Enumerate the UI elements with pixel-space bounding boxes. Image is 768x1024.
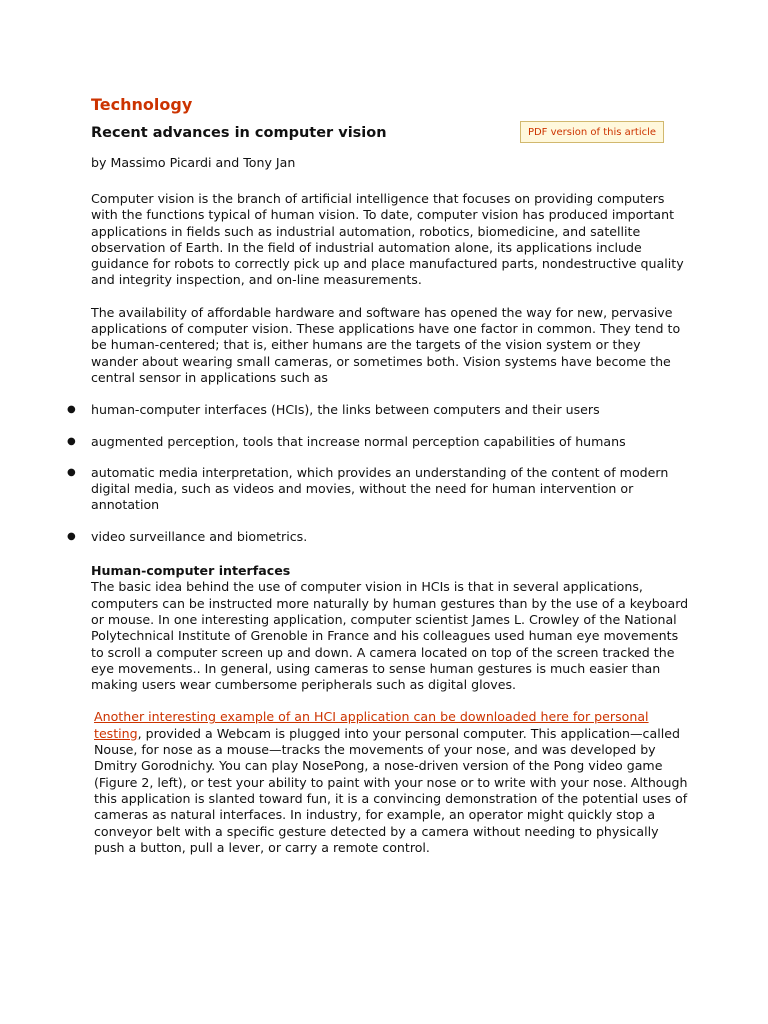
- list-item: [67, 402, 691, 418]
- pdf-version-link[interactable]: PDF version of this article: [520, 121, 664, 143]
- list-item: [67, 464, 691, 514]
- article-title: Recent advances in computer vision: [91, 125, 387, 141]
- article-body: [67, 191, 691, 856]
- section-title: Technology: [91, 95, 193, 114]
- list-item-text: human-computer interfaces (HCIs), the links between computers and their users: [91, 402, 600, 418]
- list-item: [67, 433, 691, 450]
- list-item-text: augmented perception, tools that increase normal perception capabilities of humans: [91, 433, 626, 449]
- hci-download-link[interactable]: Another interesting example of an HCI application can be downloaded here for personal testing: [94, 709, 649, 741]
- hci-heading: Human-computer interfaces: [91, 563, 291, 579]
- list-item-text: video surveillance and biometrics.: [91, 528, 308, 544]
- bullet-icon: ●: [67, 530, 76, 542]
- bullet-icon: ●: [67, 435, 76, 447]
- availability-paragraph: The availability of affordable hardware and software has opened the way for new, pervasive applications of computer vision. These applications have one factor in common. They tend to be human-centered; that is, either humans are the targets of the vision system or they wander about wearing small cameras, or sometimes both. Vision systems have become the central sensor in applications such as: [91, 304, 681, 385]
- applications-list: [67, 402, 691, 545]
- nouse-text: , provided a Webcam is plugged into your personal computer. This application—called Nouse, for nose as a mouse—tracks the movements of your nose, and was developed by Dmitry Gorodnichy. You can play NosePong, a nose-driven version of the Pong video game (Figure 2, left), or test your ability to paint with your nose or to write with your nose. Although this application is slanted toward fun, it is a convincing demonstration of the potential uses of cameras as natural interfaces. In industry, for example, an operator might quickly stop a conveyor belt with a specific gesture detected by a camera without needing to physically push a button, pull a lever, or carry a remote control.: [94, 725, 688, 855]
- list-item: [67, 528, 691, 545]
- bullet-icon: ●: [67, 404, 76, 416]
- bullet-icon: ●: [67, 466, 76, 478]
- list-item-text: automatic media interpretation, which provides an understanding of the content of modern digital media, such as videos and movies, without the need for human intervention or annotation: [91, 464, 669, 513]
- hci-paragraph: The basic idea behind the use of computer vision in HCIs is that in several applications, computers can be instructed more naturally by human gestures than by the use of a keyboard or mouse. In one interesting application, computer scientist James L. Crowley of the National Polytechnical Institute of Grenoble in France and his colleagues used human eye movements to scroll a computer screen up and down. A camera located on top of the screen tracked the eye movements.. In general, using cameras to sense human gestures is much easier than making users wear cumbersome peripherals such as digital gloves.: [91, 579, 689, 693]
- intro-paragraph: Computer vision is the branch of artificial intelligence that focuses on providing computers with the functions typical of human vision. To date, computer vision has produced important applications in fields such as industrial automation, robotics, biomedicine, and satellite observation of Earth. In the field of industrial automation alone, its applications include guidance for robots to correctly pick up and place manufactured parts, nondestructive quality and integrity inspection, and on-line measurements.: [91, 191, 684, 288]
- nouse-paragraph: [91, 709, 691, 856]
- byline: by Massimo Picardi and Tony Jan: [91, 155, 296, 170]
